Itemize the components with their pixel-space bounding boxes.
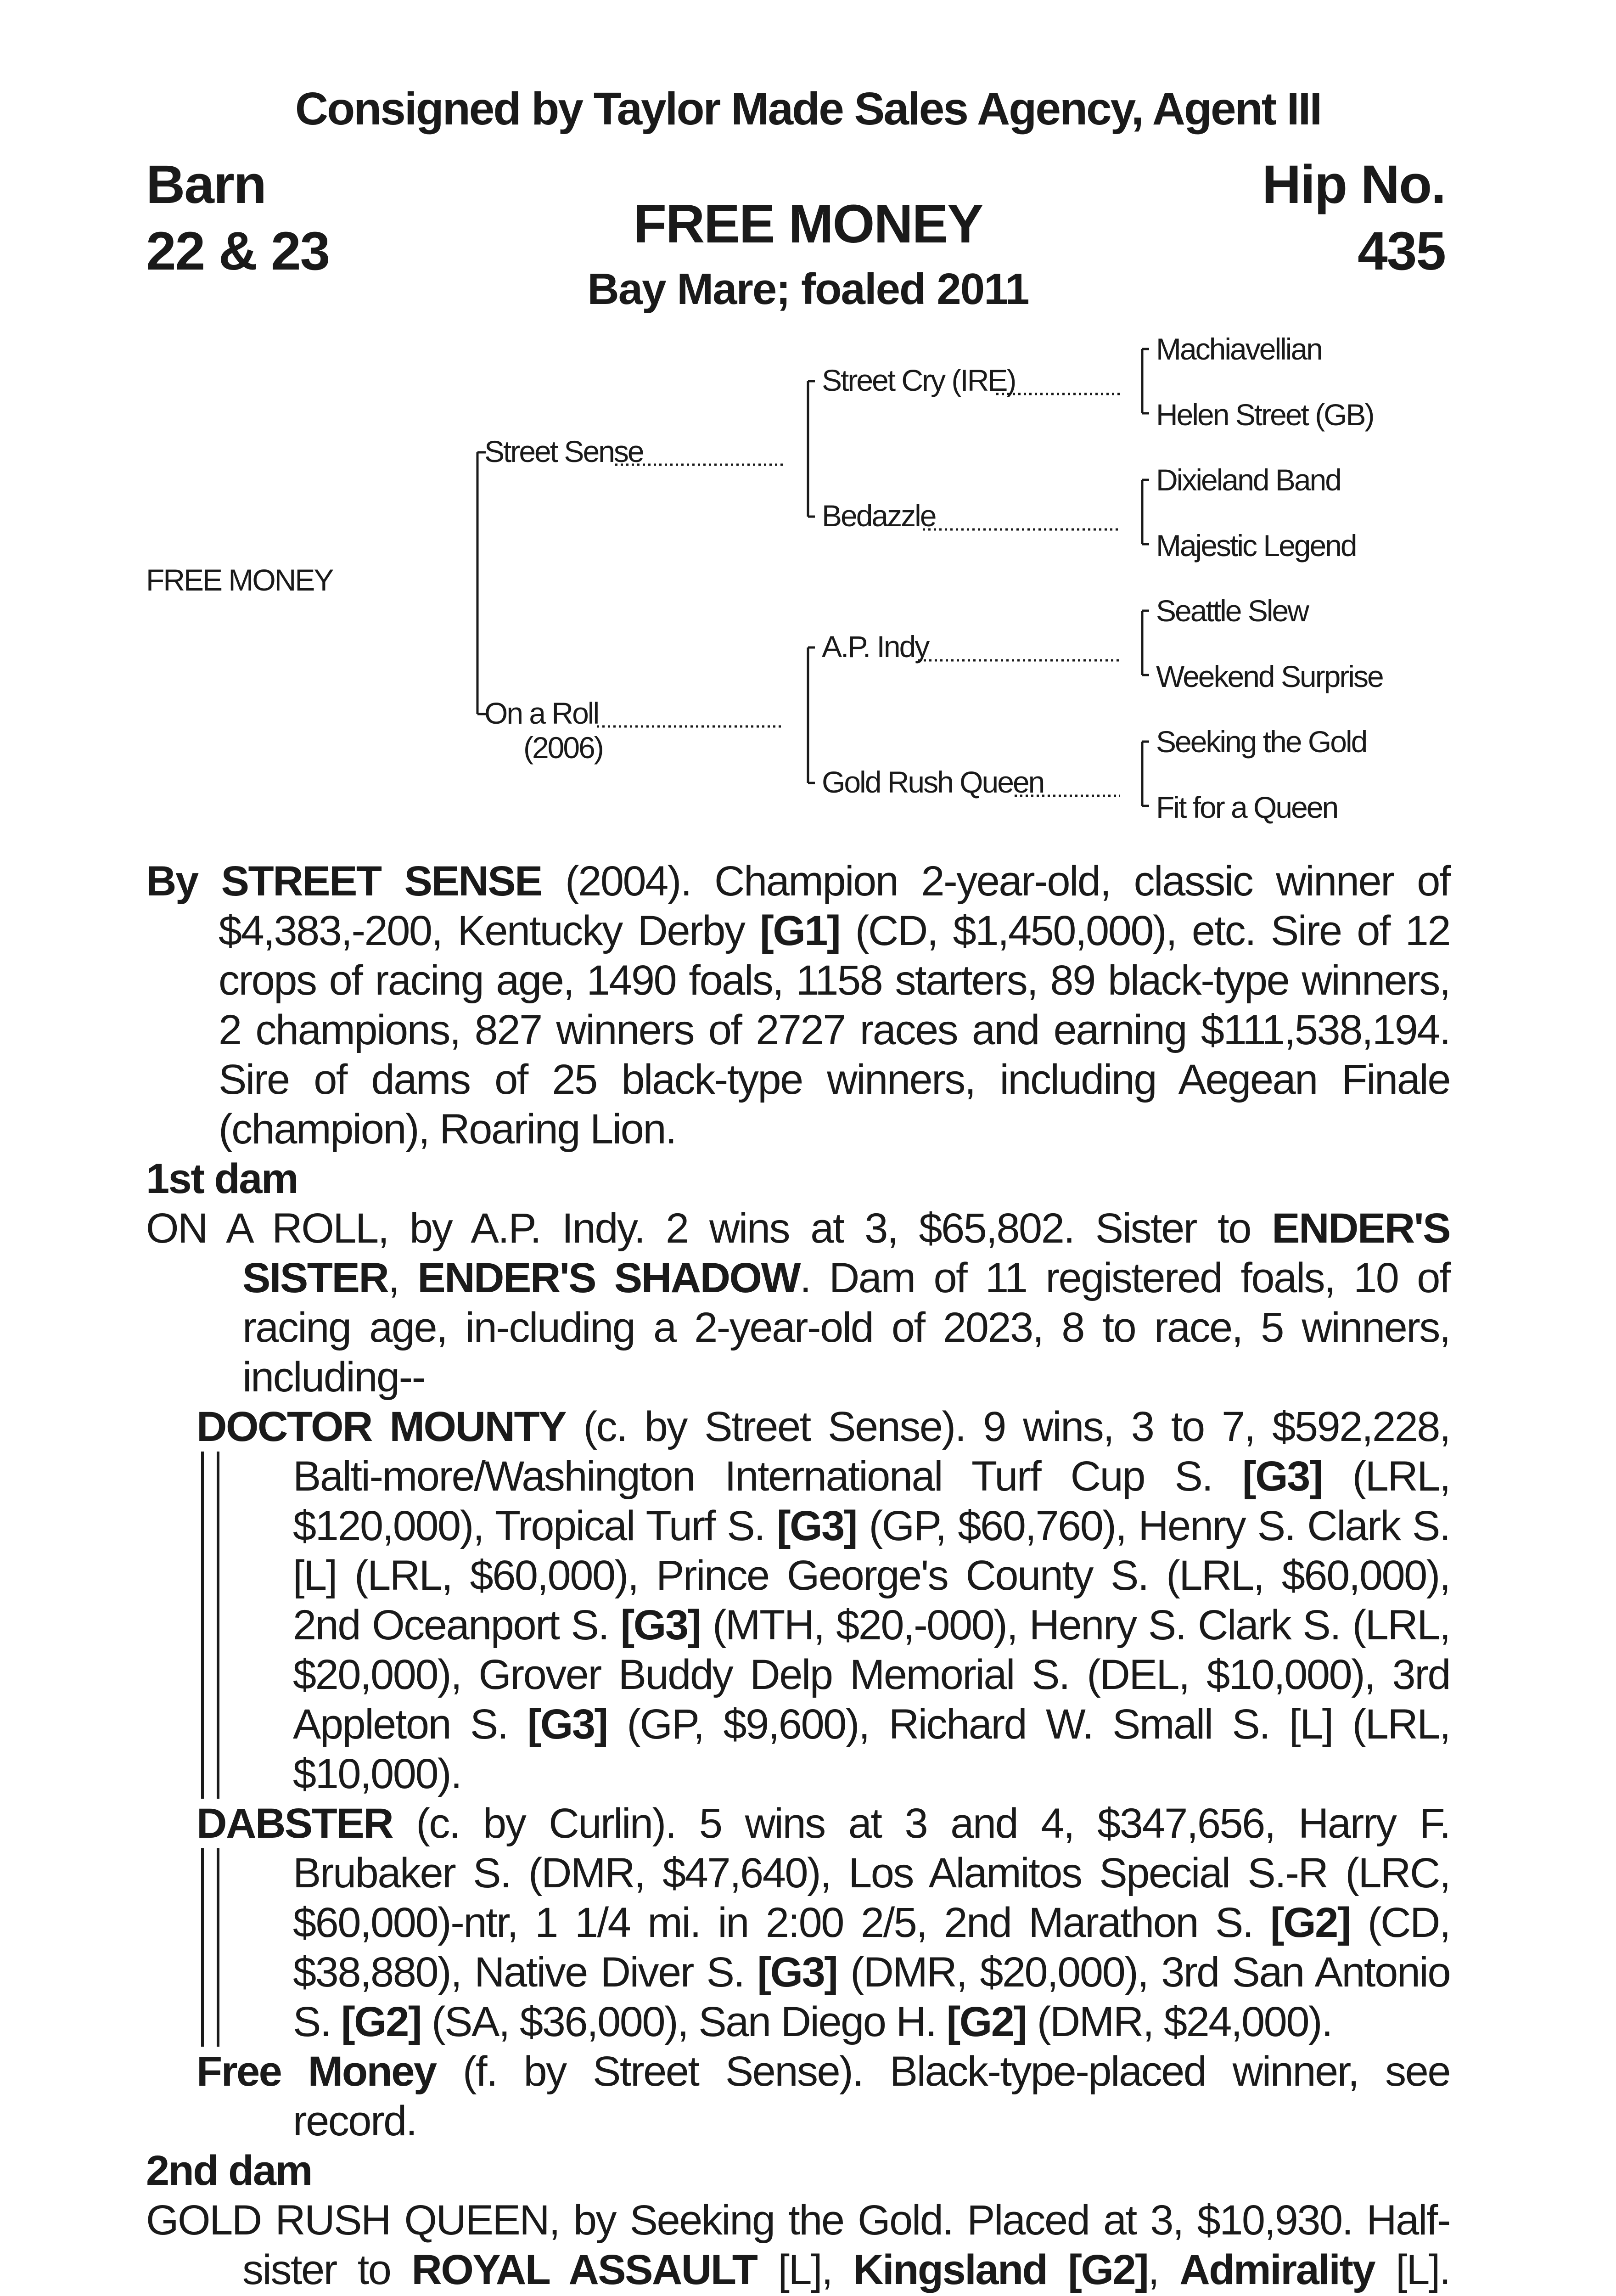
bold-produce-marker — [201, 1848, 219, 2047]
produce-doctor-mounty: DOCTOR MOUNTY (c. by Street Sense). 9 wins, 3 to 7, $592,228, Balti-more/Washington International Turf Cup S. [G3] (LRL, $120,000), Tropical Turf S. [G3] (GP, $60,760), Henry S. Clark S. [L] (LRL, $60,000), Prince George's County S. (LRL, $60,000), 2nd Oceanport S. [G3] (MTH, $20,-000), Henry S. Clark S. (LRL, $20,000), Grover Buddy Delp Memorial S. (DEL, $10,000), 3rd Appleton S. [G3] (GP, $9,600), Richard W. Small S. [L] (LRL, $10,000). — [146, 1402, 1450, 1799]
pedigree-dam-dam: Gold Rush Queen — [822, 765, 1044, 799]
barn-label: Barn — [146, 154, 266, 215]
produce-free-money: Free Money (f. by Street Sense). Black-type-placed winner, see record. — [196, 2048, 1450, 2144]
pedigree-ancestor: Seattle Slew — [1156, 594, 1308, 628]
produce-dabster: DABSTER (c. by Curlin). 5 wins at 3 and 4, $347,656, Harry F. Brubaker S. (DMR, $47,640), Los Alamitos Special S.-R (LRC, $60,000)-ntr, 1 1/4 mi. in 2:00 2/5, 2nd Marathon S. [G2] (CD, $38,880), Native Diver S. [G3] (DMR, $20,000), 3rd San Antonio S. [G2] (SA, $36,000), San Diego H. [G2] (DMR, $24,000). — [146, 1799, 1450, 2047]
pedigree-sire: Street Sense — [484, 434, 643, 468]
pedigree-ancestor: Machiavellian — [1156, 332, 1322, 366]
first-dam-paragraph: ON A ROLL, by A.P. Indy. 2 wins at 3, $65,802. Sister to ENDER'S SISTER, ENDER'S SHADOW. Dam of 11 registered foals, 10 of racing age, in-cluding a 2-year-old of 2023, 8 to race, 5 winners, including-- — [146, 1205, 1450, 1401]
catalogue-body — [146, 856, 1450, 2296]
second-dam-heading: 2nd dam — [146, 2147, 312, 2194]
pedigree-ancestor: Weekend Surprise — [1156, 659, 1383, 693]
bold-produce-marker — [201, 1452, 219, 1799]
pedigree-ancestor: Majestic Legend — [1156, 529, 1356, 563]
pedigree-subject: FREE MONEY — [146, 563, 333, 597]
horse-description: Bay Mare; foaled 2011 — [587, 264, 1029, 314]
pedigree-ancestor: Fit for a Queen — [1156, 790, 1338, 824]
horse-name: FREE MONEY — [633, 194, 983, 254]
pedigree-brackets — [0, 0, 1616, 854]
consignor-line: Consigned by Taylor Made Sales Agency, Agent III — [295, 83, 1321, 135]
pedigree-sire-dam: Bedazzle — [822, 499, 936, 533]
barn-value: 22 & 23 — [146, 221, 330, 281]
pedigree-dam-year: (2006) — [523, 731, 603, 765]
pedigree-ancestor: Seeking the Gold — [1156, 725, 1367, 759]
pedigree-dam-sire: A.P. Indy — [822, 630, 929, 664]
sire-paragraph: By STREET SENSE (2004). Champion 2-year-old, classic winner of $4,383,-200, Kentucky Derby [G1] (CD, $1,450,000), etc. Sire of 12 crops of racing age, 1490 foals, 1158 starters, 89 black-type winners, 2 champions, 827 winners of 2727 races and earning $111,538,194. Sire of dams of 25 black-type winners, including Aegean Finale (champion), Roaring Lion. — [146, 858, 1450, 1153]
hip-label: Hip No. — [1262, 154, 1445, 215]
pedigree-ancestor: Helen Street (GB) — [1156, 398, 1374, 432]
hip-value: 435 — [1358, 221, 1445, 281]
sire-lead: By STREET SENSE — [146, 858, 542, 905]
pedigree-sire-sire: Street Cry (IRE) — [822, 363, 1016, 397]
pedigree-ancestor: Dixieland Band — [1156, 463, 1341, 497]
second-dam-paragraph: GOLD RUSH QUEEN, by Seeking the Gold. Placed at 3, $10,930. Half-sister to ROYAL ASSAULT [L], Kingsland [G2], Admirality [L]. — [146, 2197, 1450, 2293]
first-dam-heading: 1st dam — [146, 1155, 298, 1202]
pedigree-dam: On a Roll — [484, 696, 599, 730]
